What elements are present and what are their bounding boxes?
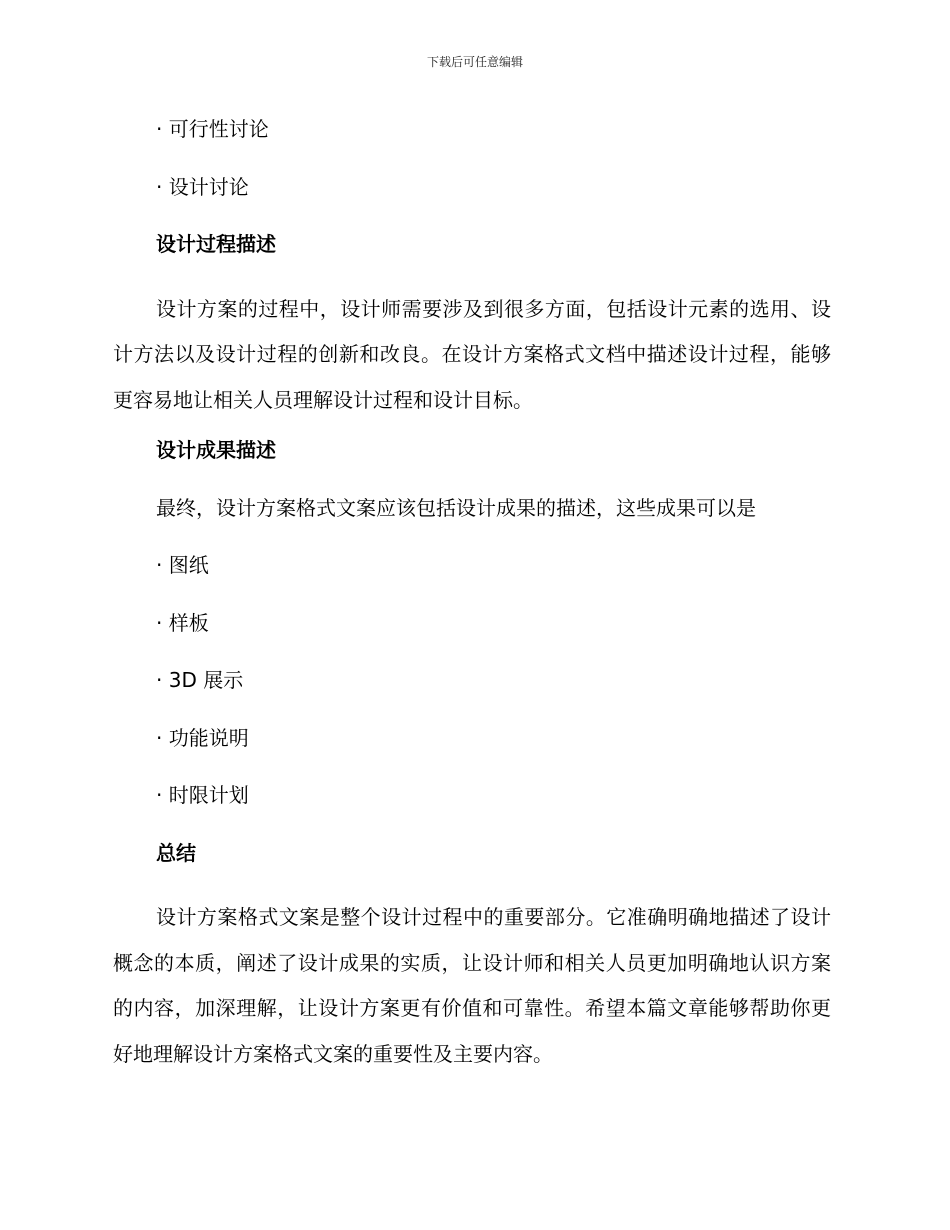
paragraph-design-process: 设计方案的过程中，设计师需要涉及到很多方面，包括设计元素的选用、设计方法以及设计过程的创新和改良。在设计方案格式文档中描述设计过程，能够更容易地让相关人员理解设计过程和设计目标。 [113, 296, 831, 412]
heading-design-results: 设计成果描述 [156, 438, 276, 462]
paragraph-summary: 设计方案格式文案是整个设计过程中的重要部分。它准确明确地描述了设计概念的本质，阐述了设计成果的实质，让设计师和相关人员更加明确地认识方案的内容，加深理解，让设计方案更有价值和可靠性。希望本篇文章能够帮助你更好地理解设计方案格式文案的重要性及主要内容。 [113, 905, 831, 1066]
bullet-3d-display: · 3D 展示 [156, 668, 244, 692]
page-header: 下载后可任意编辑 [426, 55, 523, 69]
document-body [113, 110, 831, 1085]
bullet-time-plan: · 时限计划 [156, 783, 249, 807]
bullet-function-description: · 功能说明 [156, 725, 249, 750]
paragraph-design-results-intro: 最终，设计方案格式文案应该包括设计成果的描述，这些成果可以是 [156, 495, 756, 520]
bullet-design-discussion: · 设计讨论 [156, 174, 249, 199]
heading-design-process: 设计过程描述 [156, 232, 276, 256]
bullet-samples: · 样板 [156, 610, 209, 635]
bullet-drawings: · 图纸 [156, 553, 209, 577]
heading-summary: 总结 [156, 840, 196, 865]
bullet-feasibility: · 可行性讨论 [156, 117, 269, 141]
